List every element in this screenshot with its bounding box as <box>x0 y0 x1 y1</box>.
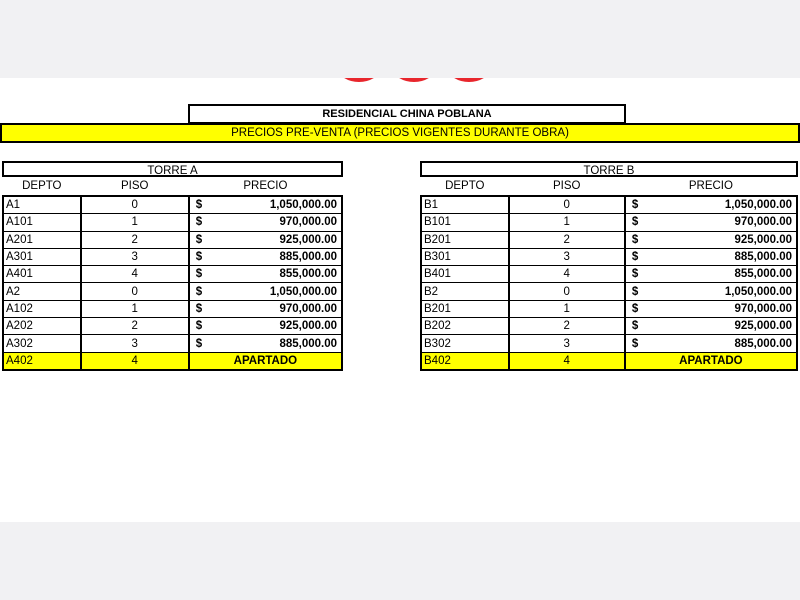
price-amount: 925,000.00 <box>279 233 337 246</box>
depto-cell: A101 <box>3 214 81 231</box>
currency-symbol: $ <box>631 216 639 229</box>
price-amount: 1,050,000.00 <box>724 199 792 212</box>
price-sheet <box>0 78 800 522</box>
piso-cell: 4 <box>81 352 189 370</box>
depto-cell: B2 <box>421 283 509 300</box>
depto-cell: B1 <box>421 196 509 214</box>
column-header-precio: PRECIO <box>688 180 733 192</box>
precio-cell <box>625 300 797 317</box>
price-amount: 970,000.00 <box>734 216 792 229</box>
document-subtitle: PRECIOS PRE-VENTA (PRECIOS VIGENTES DURANTE OBRA) <box>0 123 800 143</box>
table-row <box>3 318 342 335</box>
depto-cell: A402 <box>3 352 81 370</box>
precio-cell <box>625 335 797 352</box>
column-header-piso: PISO <box>552 180 581 192</box>
tower-title: TORRE B <box>420 161 798 177</box>
tower-title: TORRE A <box>2 161 343 177</box>
currency-symbol: $ <box>195 251 203 264</box>
table-row <box>421 266 797 283</box>
precio-cell <box>189 231 342 248</box>
table-row <box>3 231 342 248</box>
precio-cell <box>189 248 342 265</box>
precio-cell <box>625 231 797 248</box>
column-header-depto: DEPTO <box>22 180 62 192</box>
price-amount: 855,000.00 <box>279 268 337 281</box>
price-amount: 925,000.00 <box>734 233 792 246</box>
precio-cell: APARTADO <box>625 352 797 370</box>
currency-symbol: $ <box>195 233 203 246</box>
precio-cell <box>625 283 797 300</box>
currency-symbol: $ <box>631 251 639 264</box>
price-amount: 970,000.00 <box>734 302 792 315</box>
price-amount: 885,000.00 <box>734 251 792 264</box>
table-row <box>421 335 797 352</box>
depto-cell: A401 <box>3 266 81 283</box>
currency-symbol: $ <box>195 216 203 229</box>
precio-cell <box>189 283 342 300</box>
table-row <box>421 196 797 214</box>
price-amount: 1,050,000.00 <box>269 199 337 212</box>
precio-cell <box>625 318 797 335</box>
price-amount: 885,000.00 <box>279 251 337 264</box>
logo-circle-icon <box>440 78 498 82</box>
table-row <box>3 300 342 317</box>
piso-cell: 1 <box>81 214 189 231</box>
depto-cell: A1 <box>3 196 81 214</box>
table-row <box>3 352 342 370</box>
table-row <box>421 318 797 335</box>
currency-symbol: $ <box>631 268 639 281</box>
piso-cell: 0 <box>81 283 189 300</box>
price-amount: 885,000.00 <box>279 337 337 350</box>
table-row <box>3 335 342 352</box>
piso-cell: 3 <box>509 248 625 265</box>
currency-symbol: $ <box>631 285 639 298</box>
column-header-piso: PISO <box>120 180 149 192</box>
tower-b-table <box>420 161 798 371</box>
precio-cell <box>189 335 342 352</box>
depto-cell: A2 <box>3 283 81 300</box>
piso-cell: 3 <box>81 248 189 265</box>
piso-cell: 3 <box>81 335 189 352</box>
piso-cell: 0 <box>509 283 625 300</box>
depto-cell: B202 <box>421 318 509 335</box>
depto-cell: B302 <box>421 335 509 352</box>
currency-symbol: $ <box>195 268 203 281</box>
currency-symbol: $ <box>631 302 639 315</box>
tower-a-table <box>2 161 343 371</box>
price-amount: 1,050,000.00 <box>724 285 792 298</box>
depto-cell: A202 <box>3 318 81 335</box>
currency-symbol: $ <box>195 337 203 350</box>
table-row <box>421 231 797 248</box>
table-row <box>3 266 342 283</box>
logo-circle-icon <box>330 78 388 82</box>
piso-cell: 1 <box>509 300 625 317</box>
precio-cell <box>625 196 797 214</box>
price-amount: 970,000.00 <box>279 216 337 229</box>
depto-cell: B401 <box>421 266 509 283</box>
piso-cell: 0 <box>509 196 625 214</box>
table-row <box>421 352 797 370</box>
currency-symbol: $ <box>631 233 639 246</box>
piso-cell: 4 <box>509 352 625 370</box>
precio-cell <box>189 300 342 317</box>
precio-cell: APARTADO <box>189 352 342 370</box>
piso-cell: 2 <box>509 318 625 335</box>
currency-symbol: $ <box>195 320 203 333</box>
table-row <box>421 300 797 317</box>
piso-cell: 4 <box>509 266 625 283</box>
table-row <box>3 214 342 231</box>
price-amount: 925,000.00 <box>279 320 337 333</box>
currency-symbol: $ <box>631 320 639 333</box>
precio-cell <box>625 214 797 231</box>
piso-cell: 3 <box>509 335 625 352</box>
document-title: RESIDENCIAL CHINA POBLANA <box>188 104 626 124</box>
piso-cell: 1 <box>81 300 189 317</box>
precio-cell <box>189 196 342 214</box>
price-amount: 1,050,000.00 <box>269 285 337 298</box>
depto-cell: A102 <box>3 300 81 317</box>
precio-cell <box>189 214 342 231</box>
piso-cell: 1 <box>509 214 625 231</box>
piso-cell: 0 <box>81 196 189 214</box>
precio-cell <box>189 318 342 335</box>
price-amount: 885,000.00 <box>734 337 792 350</box>
depto-cell: B201 <box>421 231 509 248</box>
depto-cell: B301 <box>421 248 509 265</box>
currency-symbol: $ <box>631 199 639 212</box>
table-row <box>3 248 342 265</box>
column-header-depto: DEPTO <box>445 180 485 192</box>
depto-cell: A302 <box>3 335 81 352</box>
currency-symbol: $ <box>195 199 203 212</box>
precio-cell <box>625 266 797 283</box>
piso-cell: 2 <box>509 231 625 248</box>
depto-cell: A201 <box>3 231 81 248</box>
table-row <box>421 248 797 265</box>
depto-cell: B101 <box>421 214 509 231</box>
precio-cell <box>189 266 342 283</box>
depto-cell: B201 <box>421 300 509 317</box>
depto-cell: B402 <box>421 352 509 370</box>
currency-symbol: $ <box>631 337 639 350</box>
logo-circle-icon <box>385 78 443 82</box>
piso-cell: 4 <box>81 266 189 283</box>
table-row <box>3 196 342 214</box>
column-header-precio: PRECIO <box>243 180 288 192</box>
price-amount: 970,000.00 <box>279 302 337 315</box>
piso-cell: 2 <box>81 231 189 248</box>
precio-cell <box>625 248 797 265</box>
price-amount: 925,000.00 <box>734 320 792 333</box>
currency-symbol: $ <box>195 302 203 315</box>
currency-symbol: $ <box>195 285 203 298</box>
piso-cell: 2 <box>81 318 189 335</box>
table-row <box>421 214 797 231</box>
price-amount: 855,000.00 <box>734 268 792 281</box>
depto-cell: A301 <box>3 248 81 265</box>
table-row <box>3 283 342 300</box>
table-row <box>421 283 797 300</box>
